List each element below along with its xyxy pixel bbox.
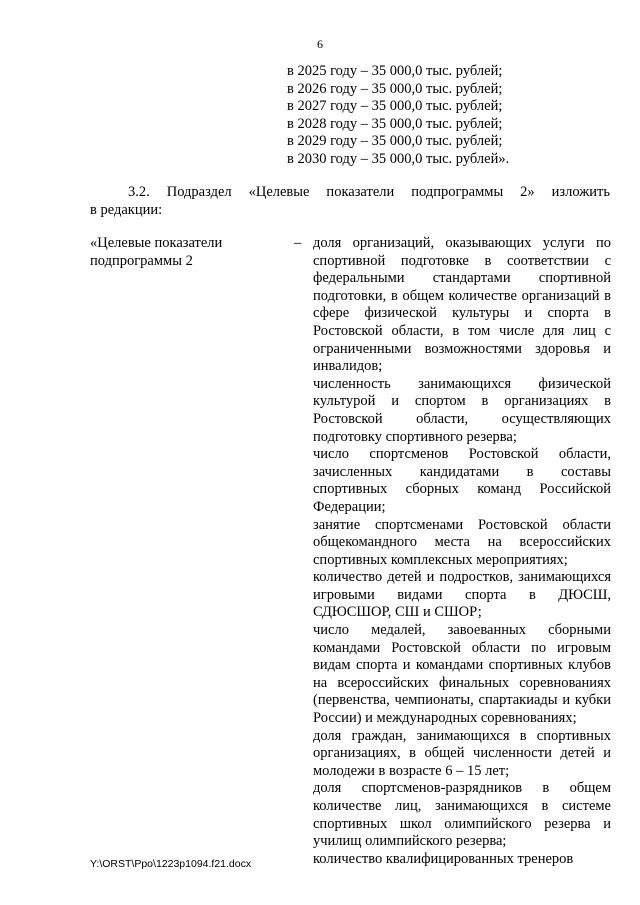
section-heading-line: 3.2. Подраздел «Целевые показатели подпрограммы 2» изложить: [128, 184, 610, 200]
indicator-item: занятие спортсменами Ростовской области общекомандного места на всероссийских спортивных комплексных мероприятиях;: [313, 516, 611, 568]
footer-file-path: Y:\ORST\Ppo\1223p1094.f21.docx: [90, 858, 252, 870]
funding-line-2027: в 2027 году – 35 000,0 тыс. рублей;: [287, 98, 503, 115]
indicator-item: доля граждан, занимающихся в спортивных организациях, в общей численности детей и молодежи в возрасте 6 – 15 лет;: [313, 727, 611, 779]
indicator-item: численность занимающихся физической культурой и спортом в организациях в Ростовской области, осуществляющих подготовку спортивного резерва;: [313, 375, 611, 445]
funding-line-2030: в 2030 году – 35 000,0 тыс. рублей».: [287, 150, 510, 167]
indicator-item: количество квалифицированных тренеров: [313, 850, 574, 867]
indicator-item: доля спортсменов-разрядников в общем количестве лиц, занимающихся в системе спортивных школ олимпийского резерва и училищ олимпийского резерва;: [313, 780, 611, 850]
funding-line-2029: в 2029 году – 35 000,0 тыс. рублей;: [287, 133, 503, 150]
indicators-label-line2: подпрограммы 2: [90, 252, 193, 269]
label-dash: –: [294, 235, 302, 251]
indicator-item: количество детей и подростков, занимающихся игровыми видами спорта в ДЮСШ, СДЮСШОР, СШ и СШОР;: [313, 569, 611, 621]
indicator-item: доля организаций, оказывающих услуги по спортивной подготовке в соответствии с федеральными стандартами спортивной подготовки, в общем количестве организаций в сфере физической культуры и спорта в Ростовской области, в том числе для лиц с ограниченными возможностями здоровья и инвалидов;: [313, 235, 611, 375]
section-heading-continuation: в редакции:: [90, 201, 163, 218]
funding-line-2026: в 2026 году – 35 000,0 тыс. рублей;: [287, 80, 503, 97]
funding-line-2025: в 2025 году – 35 000,0 тыс. рублей;: [287, 63, 503, 79]
funding-line-2028: в 2028 году – 35 000,0 тыс. рублей;: [287, 115, 503, 132]
indicator-item: число медалей, завоеванных сборными командами Ростовской области по игровым видам спорта и командами спортивных клубов на всероссийских финальных соревнованиях (первенства, чемпионаты, спартакиады и кубки России) и международных соревнованиях;: [313, 622, 611, 727]
indicators-label-line1: «Целевые показатели: [90, 235, 223, 251]
page-number: 6: [317, 37, 323, 51]
indicators-label: [90, 235, 280, 270]
funding-list: [287, 63, 587, 169]
indicators-list: [313, 235, 611, 868]
section-paragraph: [90, 184, 610, 219]
indicator-item: число спортсменов Ростовской области, зачисленных кандидатами в составы спортивных сборных команд Российской Федерации;: [313, 446, 611, 515]
